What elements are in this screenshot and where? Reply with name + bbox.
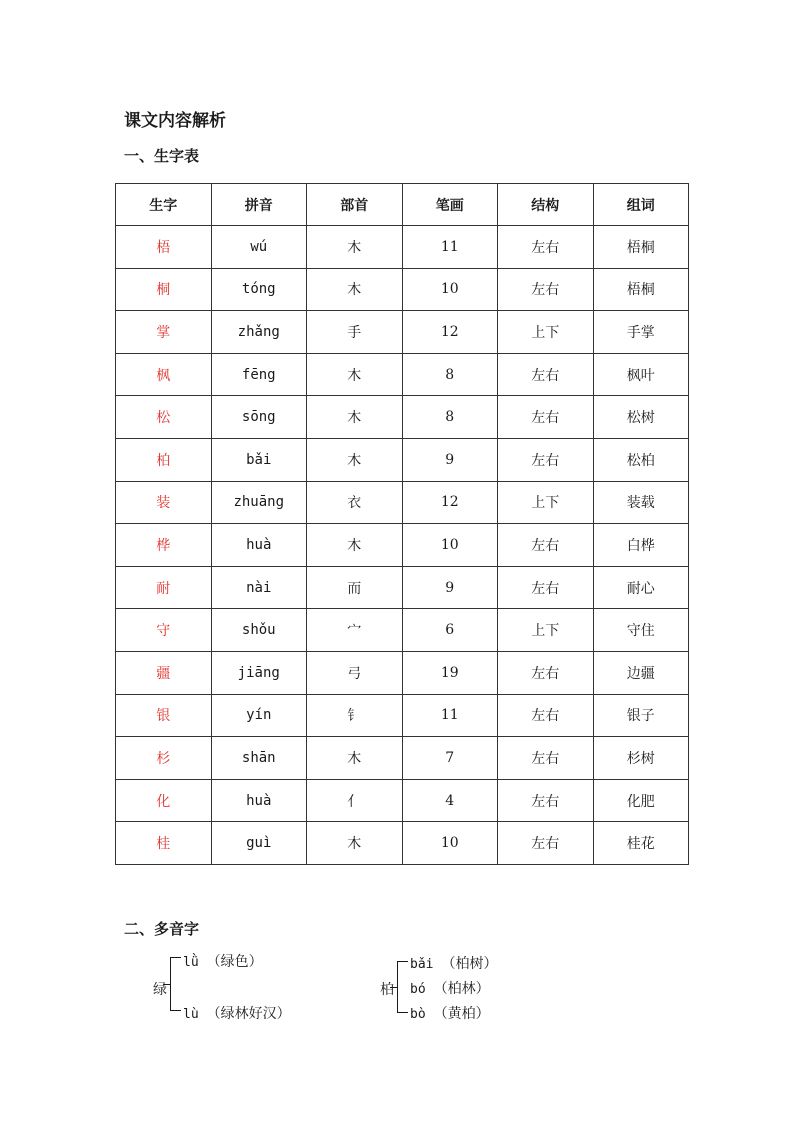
- words-cell: 手掌: [593, 311, 689, 354]
- table-row: [116, 737, 689, 780]
- table-row: [116, 609, 689, 652]
- polyphone-reading: [410, 978, 490, 998]
- column-header-strokes: 笔画: [402, 184, 498, 226]
- radical-cell: 木: [307, 226, 403, 269]
- structure-cell: 左右: [498, 694, 594, 737]
- pinyin-cell: yín: [211, 694, 307, 737]
- structure-cell: 左右: [498, 438, 594, 481]
- character-cell: 桐: [116, 268, 212, 311]
- strokes-cell: 9: [402, 566, 498, 609]
- pinyin-cell: sōng: [211, 396, 307, 439]
- column-header-structure: 结构: [498, 184, 594, 226]
- column-header-radical: 部首: [307, 184, 403, 226]
- column-header-pinyin: 拼音: [211, 184, 307, 226]
- words-cell: 装载: [593, 481, 689, 524]
- radical-cell: 木: [307, 268, 403, 311]
- table-header-row: [116, 184, 689, 226]
- strokes-cell: 7: [402, 737, 498, 780]
- reading-word: （绿林好汉）: [206, 1006, 291, 1022]
- radical-cell: 木: [307, 353, 403, 396]
- pinyin-cell: jiāng: [211, 651, 307, 694]
- structure-cell: 左右: [498, 566, 594, 609]
- reading-pinyin: bò: [410, 1007, 426, 1022]
- pinyin-cell: huà: [211, 779, 307, 822]
- character-cell: 梧: [116, 226, 212, 269]
- radical-cell: 木: [307, 822, 403, 865]
- radical-cell: 衣: [307, 481, 403, 524]
- polyphone-character: 绿: [153, 982, 167, 998]
- table-row: [116, 311, 689, 354]
- table-row: [116, 524, 689, 567]
- reading-word: （黄柏）: [433, 1006, 490, 1022]
- polyphone-reading: [410, 1003, 490, 1023]
- structure-cell: 左右: [498, 524, 594, 567]
- words-cell: 松柏: [593, 438, 689, 481]
- polyphone-reading: [183, 1003, 291, 1023]
- strokes-cell: 11: [402, 226, 498, 269]
- strokes-cell: 10: [402, 268, 498, 311]
- words-cell: 守住: [593, 609, 689, 652]
- pinyin-cell: tóng: [211, 268, 307, 311]
- words-cell: 杉树: [593, 737, 689, 780]
- radical-cell: 木: [307, 396, 403, 439]
- polyphone-reading: [183, 951, 263, 971]
- character-cell: 杉: [116, 737, 212, 780]
- character-cell: 松: [116, 396, 212, 439]
- strokes-cell: 6: [402, 609, 498, 652]
- table-row: [116, 353, 689, 396]
- strokes-cell: 12: [402, 311, 498, 354]
- pinyin-cell: fēng: [211, 353, 307, 396]
- table-row: [116, 694, 689, 737]
- character-cell: 银: [116, 694, 212, 737]
- strokes-cell: 19: [402, 651, 498, 694]
- reading-word: （绿色）: [206, 954, 263, 970]
- character-cell: 疆: [116, 651, 212, 694]
- words-cell: 边疆: [593, 651, 689, 694]
- pinyin-cell: shān: [211, 737, 307, 780]
- table-row: [116, 268, 689, 311]
- page-title: 课文内容解析: [124, 111, 226, 131]
- strokes-cell: 10: [402, 524, 498, 567]
- radical-cell: 亻: [307, 779, 403, 822]
- character-table: [115, 183, 689, 865]
- structure-cell: 左右: [498, 268, 594, 311]
- polyphone-character: 柏: [380, 982, 394, 998]
- strokes-cell: 8: [402, 353, 498, 396]
- words-cell: 枫叶: [593, 353, 689, 396]
- reading-pinyin: lù: [183, 1007, 199, 1022]
- structure-cell: 左右: [498, 737, 594, 780]
- column-header-character: 生字: [116, 184, 212, 226]
- pinyin-cell: zhǎng: [211, 311, 307, 354]
- reading-pinyin: lǜ: [183, 955, 199, 970]
- character-cell: 掌: [116, 311, 212, 354]
- strokes-cell: 4: [402, 779, 498, 822]
- reading-word: （柏树）: [441, 956, 498, 972]
- structure-cell: 左右: [498, 396, 594, 439]
- bracket-icon: [170, 957, 181, 1011]
- structure-cell: 左右: [498, 651, 594, 694]
- words-cell: 松树: [593, 396, 689, 439]
- polyphone-group-lv: [153, 949, 353, 1029]
- polyphone-group-bai: [380, 949, 580, 1029]
- radical-cell: 弓: [307, 651, 403, 694]
- structure-cell: 左右: [498, 226, 594, 269]
- pinyin-cell: wú: [211, 226, 307, 269]
- words-cell: 桂花: [593, 822, 689, 865]
- table-row: [116, 651, 689, 694]
- bracket-icon: [397, 961, 408, 1013]
- table-row: [116, 779, 689, 822]
- words-cell: 耐心: [593, 566, 689, 609]
- structure-cell: 左右: [498, 779, 594, 822]
- structure-cell: 左右: [498, 822, 594, 865]
- table-row: [116, 438, 689, 481]
- structure-cell: 左右: [498, 353, 594, 396]
- radical-cell: 木: [307, 737, 403, 780]
- words-cell: 梧桐: [593, 268, 689, 311]
- character-cell: 耐: [116, 566, 212, 609]
- reading-pinyin: bǎi: [410, 957, 434, 972]
- character-cell: 化: [116, 779, 212, 822]
- pinyin-cell: bǎi: [211, 438, 307, 481]
- table-row: [116, 822, 689, 865]
- pinyin-cell: nài: [211, 566, 307, 609]
- strokes-cell: 8: [402, 396, 498, 439]
- radical-cell: 钅: [307, 694, 403, 737]
- section-heading-polyphones: 二、多音字: [124, 920, 200, 938]
- pinyin-cell: zhuāng: [211, 481, 307, 524]
- radical-cell: 木: [307, 438, 403, 481]
- table-row: [116, 226, 689, 269]
- radical-cell: 宀: [307, 609, 403, 652]
- character-cell: 装: [116, 481, 212, 524]
- column-header-words: 组词: [593, 184, 689, 226]
- radical-cell: 木: [307, 524, 403, 567]
- reading-word: （柏林）: [433, 981, 490, 997]
- character-cell: 桂: [116, 822, 212, 865]
- pinyin-cell: huà: [211, 524, 307, 567]
- radical-cell: 而: [307, 566, 403, 609]
- reading-pinyin: bó: [410, 982, 426, 997]
- words-cell: 化肥: [593, 779, 689, 822]
- character-cell: 枫: [116, 353, 212, 396]
- strokes-cell: 10: [402, 822, 498, 865]
- structure-cell: 上下: [498, 311, 594, 354]
- table-row: [116, 396, 689, 439]
- character-cell: 桦: [116, 524, 212, 567]
- structure-cell: 上下: [498, 481, 594, 524]
- words-cell: 银子: [593, 694, 689, 737]
- pinyin-cell: guì: [211, 822, 307, 865]
- structure-cell: 上下: [498, 609, 594, 652]
- pinyin-cell: shǒu: [211, 609, 307, 652]
- strokes-cell: 9: [402, 438, 498, 481]
- words-cell: 白桦: [593, 524, 689, 567]
- table-body: [116, 226, 689, 865]
- strokes-cell: 12: [402, 481, 498, 524]
- character-cell: 柏: [116, 438, 212, 481]
- radical-cell: 手: [307, 311, 403, 354]
- polyphone-reading: [410, 953, 497, 973]
- words-cell: 梧桐: [593, 226, 689, 269]
- table-row: [116, 481, 689, 524]
- table-row: [116, 566, 689, 609]
- strokes-cell: 11: [402, 694, 498, 737]
- section-heading-character-table: 一、生字表: [124, 147, 200, 165]
- character-cell: 守: [116, 609, 212, 652]
